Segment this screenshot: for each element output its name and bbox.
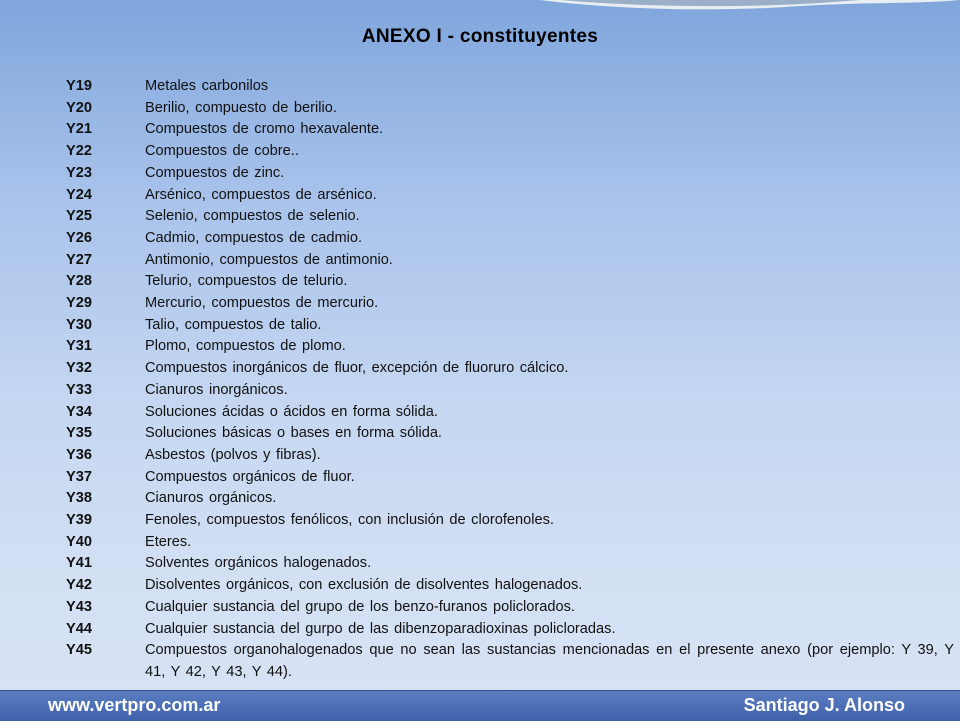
- item-code: Y20: [66, 99, 92, 116]
- list-item: [66, 510, 954, 532]
- item-code: Y45: [66, 642, 92, 659]
- item-description: Soluciones básicas o bases en forma sólida.: [145, 425, 442, 442]
- item-code: Y21: [66, 121, 92, 138]
- list-item: [66, 402, 954, 424]
- list-item: [66, 76, 954, 98]
- list-item: [66, 467, 954, 489]
- item-description: Antimonio, compuestos de antimonio.: [145, 251, 393, 268]
- list-item: [66, 98, 954, 120]
- list-item: [66, 206, 954, 228]
- item-description: Compuestos de cobre..: [145, 143, 299, 160]
- item-description: Soluciones ácidas o ácidos en forma sólida.: [145, 403, 438, 420]
- item-code: Y23: [66, 164, 92, 181]
- item-description: Asbestos (polvos y fibras).: [145, 446, 321, 463]
- slide-title: ANEXO I - constituyentes: [361, 26, 599, 47]
- list-item: [66, 271, 954, 293]
- item-description: Telurio, compuestos de telurio.: [145, 273, 348, 290]
- item-code: Y28: [66, 273, 92, 290]
- item-description: Compuestos organohalogenados que no sean las sustancias mencionadas en el presente anexo (por ejemplo: Y 39, Y 41, Y 42, Y 43, Y 44).: [145, 642, 954, 680]
- item-description: Compuestos orgánicos de fluor.: [145, 468, 355, 485]
- item-code: Y35: [66, 425, 92, 442]
- item-code: Y34: [66, 403, 92, 420]
- list-item: [66, 488, 954, 510]
- list-item: [66, 228, 954, 250]
- item-code: Y29: [66, 295, 92, 312]
- item-description: Plomo, compuestos de plomo.: [145, 338, 346, 355]
- item-description: Solventes orgánicos halogenados.: [145, 555, 372, 572]
- item-description: Compuestos de cromo hexavalente.: [145, 121, 384, 138]
- item-code: Y41: [66, 555, 92, 572]
- item-description: Metales carbonilos: [145, 78, 269, 94]
- item-description: Disolventes orgánicos, con exclusión de disolventes halogenados.: [145, 577, 583, 594]
- list-item: [66, 532, 954, 554]
- item-description: Fenoles, compuestos fenólicos, con inclusión de clorofenoles.: [145, 512, 554, 529]
- item-code: Y33: [66, 381, 92, 398]
- item-description: Cualquier sustancia del grupo de los benzo-furanos policlorados.: [145, 598, 575, 615]
- list-item: [66, 185, 954, 207]
- item-description: Selenio, compuestos de selenio.: [145, 208, 360, 225]
- item-description: Berilio, compuesto de berilio.: [145, 99, 337, 116]
- list-item: [66, 423, 954, 445]
- item-code: Y43: [66, 598, 92, 615]
- list-item: [66, 163, 954, 185]
- footer-website[interactable]: www.vertpro.com.ar: [48, 695, 221, 715]
- list-item: [66, 141, 954, 163]
- item-code: Y44: [66, 620, 92, 637]
- item-code: Y30: [66, 316, 92, 333]
- list-item: [66, 553, 954, 575]
- item-description: Cualquier sustancia del gurpo de las dibenzoparadioxinas policloradas.: [145, 620, 616, 637]
- list-item: [66, 315, 954, 337]
- list-item: [66, 119, 954, 141]
- item-code: Y25: [66, 208, 92, 225]
- item-description: Eteres.: [145, 533, 192, 550]
- list-item: [66, 293, 954, 315]
- header-wave-decoration: [0, 0, 960, 22]
- item-code: Y36: [66, 446, 92, 463]
- list-item: [66, 250, 954, 272]
- list-item: [66, 575, 954, 597]
- item-description: Compuestos de zinc.: [145, 164, 285, 181]
- item-description: Mercurio, compuestos de mercurio.: [145, 295, 379, 312]
- list-item: [66, 380, 954, 402]
- list-item: [66, 640, 954, 683]
- list-item: [66, 619, 954, 641]
- item-code: Y40: [66, 533, 92, 550]
- item-code: Y42: [66, 577, 92, 594]
- list-item: [66, 445, 954, 467]
- item-code: Y32: [66, 360, 92, 377]
- item-code: Y37: [66, 468, 92, 485]
- item-code: Y22: [66, 143, 92, 160]
- item-code: Y24: [66, 186, 92, 203]
- constituents-list: [66, 76, 954, 684]
- list-item: [66, 597, 954, 619]
- item-code: Y39: [66, 512, 92, 529]
- item-description: Cianuros inorgánicos.: [145, 381, 288, 398]
- item-description: Arsénico, compuestos de arsénico.: [145, 186, 377, 203]
- list-item: [66, 358, 954, 380]
- item-code: Y26: [66, 229, 92, 246]
- list-item: [66, 336, 954, 358]
- item-description: Cianuros orgánicos.: [145, 490, 277, 507]
- item-description: Cadmio, compuestos de cadmio.: [145, 229, 363, 246]
- item-code: Y31: [66, 338, 92, 355]
- item-code: Y38: [66, 490, 92, 507]
- item-code: Y19: [66, 78, 92, 94]
- item-description: Talio, compuestos de talio.: [145, 316, 322, 333]
- item-code: Y27: [66, 251, 92, 268]
- footer-bar: [0, 690, 960, 721]
- item-description: Compuestos inorgánicos de fluor, excepción de fluoruro cálcico.: [145, 360, 569, 377]
- footer-author: Santiago J. Alonso: [743, 695, 905, 715]
